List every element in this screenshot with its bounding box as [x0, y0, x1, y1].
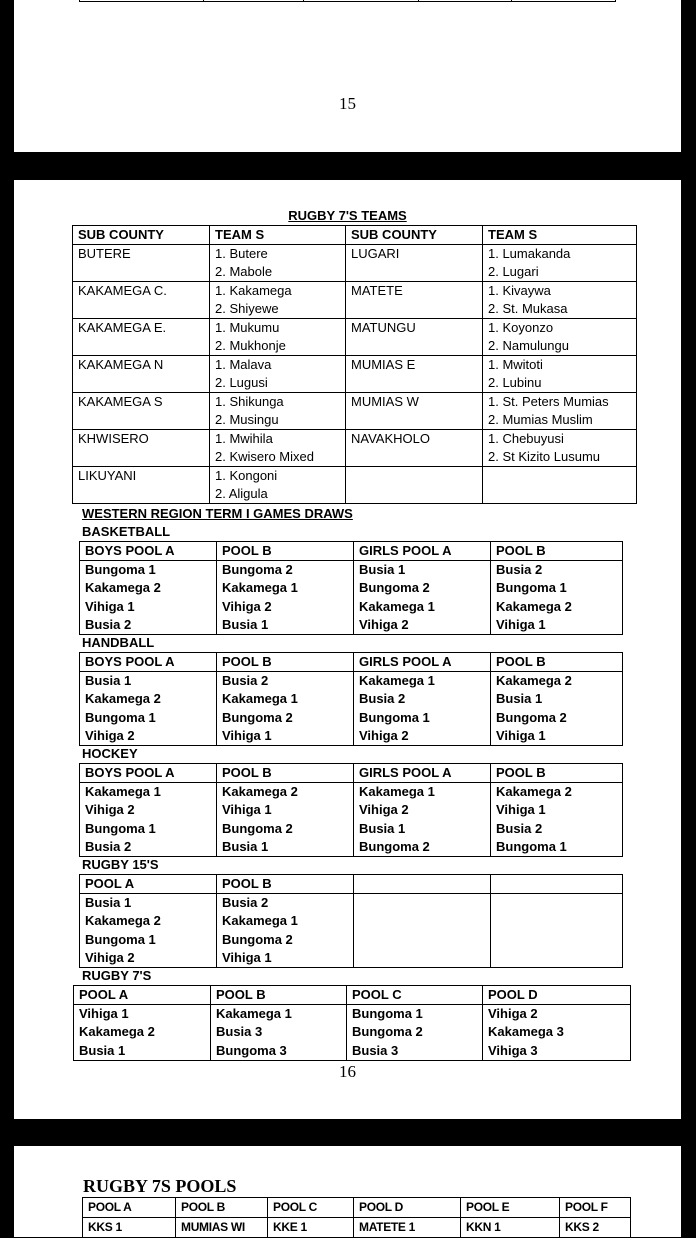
team-line: 1. Kivaywa — [488, 283, 551, 298]
pool-team: Bungoma 2 — [352, 1024, 423, 1040]
pool-team: Kakamega 2 — [85, 580, 161, 596]
teams-cell — [210, 319, 346, 356]
pool-cell — [354, 894, 491, 968]
pool-team — [496, 912, 622, 930]
pool-team: Busia 2 — [496, 820, 543, 836]
team-line: 1. St. Peters Mumias — [488, 394, 609, 409]
team-line: 1. Chebuyusi — [488, 431, 564, 446]
teams-header-cell: TEAM S — [483, 226, 637, 245]
pool-team: Vihiga 2 — [359, 616, 409, 632]
pool-team: Vihiga 2 — [359, 802, 409, 818]
pool-team: Busia 1 — [496, 691, 543, 707]
pool-team: Vihiga 1 — [222, 727, 272, 743]
pool-header-cell: POOL B — [491, 653, 623, 672]
team-line: 2. Musingu — [215, 412, 279, 427]
teams-cell — [210, 430, 346, 467]
teams-header-cell: SUB COUNTY — [346, 226, 483, 245]
pool-team: Vihiga 1 — [496, 727, 546, 743]
pool-team: Busia 1 — [85, 673, 132, 689]
pool-team: Bungoma 2 — [222, 931, 293, 947]
handball-label: HANDBALL — [82, 635, 155, 650]
page-15 — [14, 0, 681, 152]
pool-cell: MUMIAS WI — [176, 1218, 268, 1238]
sub-county-cell: MUMIAS W — [346, 393, 483, 430]
pool-team — [359, 930, 490, 948]
teams-header-row — [73, 226, 637, 245]
pool-cell: KKE 1 — [268, 1218, 354, 1238]
pool-header-cell: POOL B — [176, 1198, 268, 1218]
pool-cell — [491, 561, 623, 635]
rugby7-label: RUGBY 7'S — [82, 968, 152, 983]
pool-cell — [80, 894, 217, 968]
sub-county-cell: KAKAMEGA C. — [73, 282, 210, 319]
handball-header-row — [80, 653, 623, 672]
pool-cell — [354, 561, 491, 635]
pool-cell — [217, 783, 354, 857]
basketball-label: BASKETBALL — [82, 524, 171, 539]
pool-team: Kakamega 1 — [359, 784, 435, 800]
team-line: 1. Lumakanda — [488, 246, 571, 261]
pool-team: Kakamega 2 — [496, 673, 572, 689]
pool-cell — [217, 894, 354, 968]
pool-team: Busia 1 — [85, 895, 132, 911]
pool-team: Kakamega 2 — [222, 784, 298, 800]
rugby7-header-row — [74, 986, 631, 1005]
hockey-pools-row — [80, 783, 623, 857]
pool-team: Busia 3 — [216, 1024, 263, 1040]
pool-header-cell: POOL C — [268, 1198, 354, 1218]
pool-cell — [211, 1005, 347, 1061]
team-line: 1. Mukumu — [215, 320, 280, 335]
team-line: 2. St Kizito Lusumu — [488, 449, 600, 464]
team-line: 1. Mwihila — [215, 431, 273, 446]
pool-header-cell: POOL B — [217, 764, 354, 783]
rugby7-pools-row — [74, 1005, 631, 1061]
pool-team: Bungoma 2 — [496, 709, 567, 725]
rugby7-teams-title: RUGBY 7'S TEAMS — [288, 208, 407, 223]
sub-county-cell: LIKUYANI — [73, 467, 210, 504]
teams-cell — [483, 245, 637, 282]
pool-team — [496, 894, 622, 912]
pool-cell — [217, 561, 354, 635]
pools-header-row — [83, 1198, 631, 1218]
rugby7s-pools-table — [82, 1197, 631, 1238]
teams-row — [73, 356, 637, 393]
pool-team — [359, 948, 490, 966]
pool-cell — [491, 783, 623, 857]
team-line: 1. Shikunga — [215, 394, 284, 409]
teams-cell — [483, 467, 637, 504]
pool-team: Busia 1 — [359, 562, 406, 578]
pool-team — [496, 930, 622, 948]
team-line: 1. Kongoni — [215, 468, 278, 483]
pool-cell — [347, 1005, 483, 1061]
handball-pools-row — [80, 672, 623, 746]
pool-cell: KKS 2 — [560, 1218, 631, 1238]
pool-team: Kakamega 1 — [222, 580, 298, 596]
pool-team: Vihiga 3 — [488, 1042, 538, 1058]
pool-header-cell — [491, 875, 623, 894]
pool-team: Vihiga 2 — [85, 727, 135, 743]
rugby15-header-row — [80, 875, 623, 894]
pool-team: Kakamega 2 — [79, 1024, 155, 1040]
teams-cell — [483, 282, 637, 319]
pool-cell: MATETE 1 — [354, 1218, 461, 1238]
sub-county-cell: KHWISERO — [73, 430, 210, 467]
pool-header-cell: BOYS POOL A — [80, 764, 217, 783]
pool-cell — [80, 672, 217, 746]
team-line: 2. Mukhonje — [215, 338, 286, 353]
pool-header-cell: POOL C — [347, 986, 483, 1005]
pool-cell — [491, 672, 623, 746]
page-number: 15 — [339, 94, 356, 113]
pool-team: Bungoma 1 — [85, 820, 156, 836]
pool-header-cell: POOL B — [217, 542, 354, 561]
pool-header-cell: BOYS POOL A — [80, 542, 217, 561]
pool-team: Busia 2 — [222, 673, 269, 689]
pool-header-cell: POOL B — [491, 764, 623, 783]
rugby7-draws-table — [73, 985, 631, 1061]
pool-team: Vihiga 2 — [359, 727, 409, 743]
sub-county-cell: KAKAMEGA N — [73, 356, 210, 393]
teams-row — [73, 467, 637, 504]
pool-team: Busia 1 — [359, 820, 406, 836]
teams-row — [73, 282, 637, 319]
pool-team: Kakamega 2 — [496, 784, 572, 800]
page-16 — [14, 180, 681, 1119]
sub-county-cell: KAKAMEGA S — [73, 393, 210, 430]
hockey-header-row — [80, 764, 623, 783]
handball-draws-table — [79, 652, 623, 746]
teams-cell — [483, 319, 637, 356]
basketball-draws-table — [79, 541, 623, 635]
pool-cell — [74, 1005, 211, 1061]
teams-cell — [210, 356, 346, 393]
sub-county-cell: LUGARI — [346, 245, 483, 282]
sub-county-cell: KAKAMEGA E. — [73, 319, 210, 356]
pool-cell — [491, 894, 623, 968]
pool-team: Kakamega 1 — [85, 784, 161, 800]
pool-team: Vihiga 2 — [85, 802, 135, 818]
pool-team: Vihiga 2 — [488, 1006, 538, 1022]
pool-team: Busia 2 — [85, 838, 132, 854]
sub-county-cell: BUTERE — [73, 245, 210, 282]
pool-team: Busia 1 — [79, 1042, 126, 1058]
basketball-pools-row — [80, 561, 623, 635]
pool-team: Busia 2 — [359, 691, 406, 707]
pool-team: Kakamega 2 — [85, 913, 161, 929]
teams-row — [73, 430, 637, 467]
team-line: 2. Lubinu — [488, 375, 542, 390]
pool-header-cell: POOL D — [483, 986, 631, 1005]
pool-cell: KKS 1 — [83, 1218, 176, 1238]
rugby15-label: RUGBY 15'S — [82, 857, 159, 872]
pool-header-cell: POOL A — [80, 875, 217, 894]
team-line: 2. Lugari — [488, 264, 539, 279]
pool-team: Vihiga 1 — [79, 1006, 129, 1022]
pool-team: Kakamega 1 — [359, 598, 435, 614]
hockey-label: HOCKEY — [82, 746, 138, 761]
team-line: 2. Aligula — [215, 486, 268, 501]
pool-team: Bungoma 3 — [216, 1042, 287, 1058]
rugby15-pools-row — [80, 894, 623, 968]
pool-team: Busia 2 — [222, 895, 269, 911]
pool-team: Vihiga 1 — [496, 616, 546, 632]
pool-team: Kakamega 2 — [496, 598, 572, 614]
pool-team: Vihiga 2 — [222, 598, 272, 614]
rugby7-teams-table — [72, 225, 637, 504]
basketball-header-row — [80, 542, 623, 561]
sub-county-cell: NAVAKHOLO — [346, 430, 483, 467]
pool-team — [359, 912, 490, 930]
pool-team: Kakamega 2 — [85, 691, 161, 707]
sub-county-cell: MATETE — [346, 282, 483, 319]
pool-team — [359, 894, 490, 912]
team-line: 2. Mumias Muslim — [488, 412, 593, 427]
pool-team: Bungoma 1 — [352, 1006, 423, 1022]
team-line: 1. Butere — [215, 246, 268, 261]
pool-header-cell: POOL B — [211, 986, 347, 1005]
teams-cell — [483, 430, 637, 467]
page-17 — [14, 1146, 681, 1237]
pool-header-cell — [354, 875, 491, 894]
pool-header-cell: POOL E — [461, 1198, 560, 1218]
pool-team: Bungoma 1 — [85, 562, 156, 578]
pool-header-cell: POOL A — [74, 986, 211, 1005]
pool-team: Bungoma 1 — [85, 709, 156, 725]
pool-header-cell: POOL F — [560, 1198, 631, 1218]
pool-team: Busia 2 — [85, 616, 132, 632]
pool-team: Busia 3 — [352, 1042, 399, 1058]
teams-cell — [210, 467, 346, 504]
pool-team: Bungoma 2 — [359, 838, 430, 854]
pool-header-cell: GIRLS POOL A — [354, 653, 491, 672]
pool-team: Bungoma 1 — [359, 709, 430, 725]
team-line: 2. Kwisero Mixed — [215, 449, 314, 464]
pool-team: Bungoma 2 — [222, 709, 293, 725]
team-line: 1. Mwitoti — [488, 357, 543, 372]
sub-county-cell: MUMIAS E — [346, 356, 483, 393]
pool-team: Kakamega 1 — [216, 1006, 292, 1022]
teams-cell — [210, 282, 346, 319]
pool-header-cell: GIRLS POOL A — [354, 542, 491, 561]
teams-cell — [483, 393, 637, 430]
pool-team: Bungoma 2 — [359, 580, 430, 596]
draws-title: WESTERN REGION TERM I GAMES DRAWS — [82, 506, 353, 521]
teams-header-cell: TEAM S — [210, 226, 346, 245]
pool-cell — [483, 1005, 631, 1061]
team-line: 2. Shiyewe — [215, 301, 279, 316]
pool-team: Kakamega 3 — [488, 1024, 564, 1040]
team-line: 2. St. Mukasa — [488, 301, 568, 316]
pool-team: Kakamega 1 — [222, 913, 298, 929]
pool-team: Vihiga 2 — [85, 949, 135, 965]
pool-team: Bungoma 1 — [85, 931, 156, 947]
sub-county-cell — [346, 467, 483, 504]
pool-cell — [80, 783, 217, 857]
pool-team: Busia 2 — [496, 562, 543, 578]
pool-team: Bungoma 1 — [496, 838, 567, 854]
page-number: 16 — [339, 1062, 356, 1081]
hockey-draws-table — [79, 763, 623, 857]
pool-team: Kakamega 1 — [222, 691, 298, 707]
pool-header-cell: BOYS POOL A — [80, 653, 217, 672]
pool-header-cell: POOL B — [217, 875, 354, 894]
pool-cell — [80, 561, 217, 635]
teams-row — [73, 319, 637, 356]
team-line: 2. Lugusi — [215, 375, 268, 390]
pool-team: Busia 1 — [222, 838, 269, 854]
pool-cell — [354, 672, 491, 746]
pool-team: Vihiga 1 — [222, 802, 272, 818]
pool-team: Vihiga 1 — [496, 802, 546, 818]
pool-cell: KKN 1 — [461, 1218, 560, 1238]
teams-cell — [210, 245, 346, 282]
teams-cell — [483, 356, 637, 393]
pool-header-cell: GIRLS POOL A — [354, 764, 491, 783]
team-line: 1. Malava — [215, 357, 272, 372]
pools-row — [83, 1218, 631, 1238]
team-line: 1. Koyonzo — [488, 320, 554, 335]
pool-team: Vihiga 1 — [222, 949, 272, 965]
pool-team: Bungoma 2 — [222, 820, 293, 836]
teams-header-cell: SUB COUNTY — [73, 226, 210, 245]
pool-team: Bungoma 1 — [496, 580, 567, 596]
pool-header-cell: POOL B — [217, 653, 354, 672]
team-line: 2. Mabole — [215, 264, 273, 279]
teams-cell — [210, 393, 346, 430]
team-line: 2. Namulungu — [488, 338, 569, 353]
rugby15-draws-table — [79, 874, 623, 968]
sub-county-cell: MATUNGU — [346, 319, 483, 356]
teams-row — [73, 393, 637, 430]
pool-team: Busia 1 — [222, 616, 269, 632]
team-line: 1. Kakamega — [215, 283, 292, 298]
pool-team: Bungoma 2 — [222, 562, 293, 578]
pool-header-cell: POOL D — [354, 1198, 461, 1218]
pool-team: Vihiga 1 — [85, 598, 135, 614]
pool-team — [496, 948, 622, 966]
pool-team: Kakamega 1 — [359, 673, 435, 689]
teams-row — [73, 245, 637, 282]
pool-header-cell: POOL B — [491, 542, 623, 561]
pool-cell — [217, 672, 354, 746]
pool-cell — [354, 783, 491, 857]
pool-header-cell: POOL A — [83, 1198, 176, 1218]
previous-table-fragment — [79, 0, 616, 2]
rugby7s-pools-title: RUGBY 7S POOLS — [83, 1176, 237, 1196]
